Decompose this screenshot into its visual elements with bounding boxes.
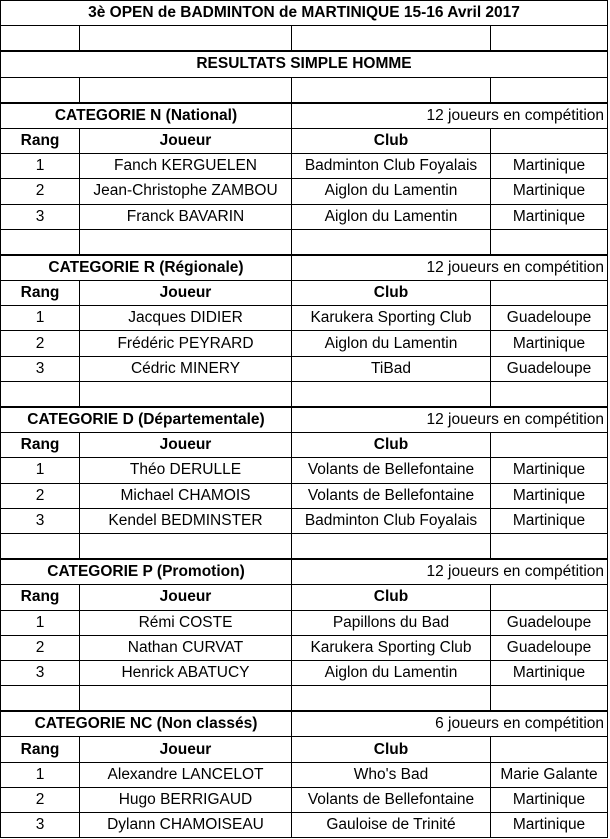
sheet-title: 3è OPEN de BADMINTON de MARTINIQUE 15-16 Avril 2017 [1,1,608,26]
table-row [1,762,608,787]
column-header-row [1,128,608,153]
rank-cell: 1 [1,306,80,331]
club-cell: Aiglon du Lamentin [292,660,491,685]
header-club: Club [292,585,491,610]
club-cell: Gauloise de Trinité [292,813,491,838]
player-cell: Fanch KERGUELEN [80,154,292,179]
table-row [1,356,608,381]
rank-cell: 2 [1,483,80,508]
player-cell: Jacques DIDIER [80,306,292,331]
blank-row [1,533,608,559]
table-row [1,660,608,685]
region-cell: Guadeloupe [491,306,608,331]
player-cell: Théo DERULLE [80,458,292,483]
sheet-subtitle: RESULTATS SIMPLE HOMME [1,51,608,77]
rank-cell: 1 [1,154,80,179]
club-cell: Badminton Club Foyalais [292,154,491,179]
header-rang: Rang [1,585,80,610]
table-row [1,635,608,660]
header-club: Club [292,737,491,762]
region-cell: Guadeloupe [491,356,608,381]
table-row [1,458,608,483]
category-name: CATEGORIE NC (Non classés) [1,711,292,737]
player-cell: Frédéric PEYRARD [80,331,292,356]
club-cell: Volants de Bellefontaine [292,483,491,508]
table-row [1,306,608,331]
subtitle-row [1,51,608,77]
player-cell: Nathan CURVAT [80,635,292,660]
table-row [1,154,608,179]
region-cell: Guadeloupe [491,610,608,635]
category-player-count: 12 joueurs en compétition [292,407,608,433]
blank-row [1,229,608,255]
rank-cell: 3 [1,813,80,838]
club-cell: Volants de Bellefontaine [292,787,491,812]
category-header-row [1,103,608,129]
header-club: Club [292,128,491,153]
player-cell: Kendel BEDMINSTER [80,508,292,533]
region-cell: Martinique [491,483,608,508]
player-cell: Dylann CHAMOISEAU [80,813,292,838]
category-header-row [1,559,608,585]
region-cell: Martinique [491,154,608,179]
club-cell: Karukera Sporting Club [292,635,491,660]
club-cell: Aiglon du Lamentin [292,179,491,204]
blank-row [1,381,608,407]
club-cell: Who's Bad [292,762,491,787]
category-player-count: 6 joueurs en compétition [292,711,608,737]
rank-cell: 2 [1,179,80,204]
category-name: CATEGORIE P (Promotion) [1,559,292,585]
region-cell: Martinique [491,660,608,685]
rank-cell: 3 [1,204,80,229]
rank-cell: 3 [1,356,80,381]
category-name: CATEGORIE R (Régionale) [1,255,292,281]
region-cell: Martinique [491,508,608,533]
category-player-count: 12 joueurs en compétition [292,559,608,585]
player-cell: Franck BAVARIN [80,204,292,229]
club-cell: Badminton Club Foyalais [292,508,491,533]
player-cell: Rémi COSTE [80,610,292,635]
player-cell: Michael CHAMOIS [80,483,292,508]
player-cell: Henrick ABATUCY [80,660,292,685]
table-row [1,204,608,229]
category-header-row [1,255,608,281]
region-cell: Martinique [491,813,608,838]
header-rang: Rang [1,433,80,458]
header-region [491,128,608,153]
table-row [1,787,608,812]
header-rang: Rang [1,281,80,306]
rank-cell: 3 [1,508,80,533]
blank-row [1,686,608,712]
header-rang: Rang [1,737,80,762]
table-row [1,179,608,204]
rank-cell: 2 [1,635,80,660]
category-header-row [1,407,608,433]
region-cell: Martinique [491,331,608,356]
title-row [1,1,608,26]
region-cell: Martinique [491,179,608,204]
header-club: Club [292,433,491,458]
header-joueur: Joueur [80,585,292,610]
category-name: CATEGORIE D (Départementale) [1,407,292,433]
category-header-row [1,711,608,737]
region-cell: Martinique [491,458,608,483]
rank-cell: 1 [1,610,80,635]
region-cell: Guadeloupe [491,635,608,660]
column-header-row [1,585,608,610]
header-joueur: Joueur [80,433,292,458]
header-region [491,585,608,610]
table-row [1,610,608,635]
results-table-body [1,1,608,838]
header-region [491,737,608,762]
player-cell: Cédric MINERY [80,356,292,381]
header-joueur: Joueur [80,737,292,762]
rank-cell: 2 [1,787,80,812]
player-cell: Hugo BERRIGAUD [80,787,292,812]
rank-cell: 2 [1,331,80,356]
category-player-count: 12 joueurs en compétition [292,103,608,129]
table-row [1,508,608,533]
header-region [491,433,608,458]
club-cell: Aiglon du Lamentin [292,331,491,356]
rank-cell: 1 [1,458,80,483]
header-joueur: Joueur [80,128,292,153]
rank-cell: 1 [1,762,80,787]
table-row [1,483,608,508]
club-cell: Karukera Sporting Club [292,306,491,331]
club-cell: Volants de Bellefontaine [292,458,491,483]
club-cell: Papillons du Bad [292,610,491,635]
player-cell: Alexandre LANCELOT [80,762,292,787]
club-cell: Aiglon du Lamentin [292,204,491,229]
rank-cell: 3 [1,660,80,685]
header-region [491,281,608,306]
club-cell: TiBad [292,356,491,381]
column-header-row [1,281,608,306]
player-cell: Jean-Christophe ZAMBOU [80,179,292,204]
column-header-row [1,433,608,458]
region-cell: Martinique [491,204,608,229]
category-player-count: 12 joueurs en compétition [292,255,608,281]
column-header-row [1,737,608,762]
region-cell: Martinique [491,787,608,812]
table-row [1,813,608,838]
category-name: CATEGORIE N (National) [1,103,292,129]
header-club: Club [292,281,491,306]
header-rang: Rang [1,128,80,153]
blank-row [1,26,608,52]
blank-row [1,77,608,103]
region-cell: Marie Galante [491,762,608,787]
header-joueur: Joueur [80,281,292,306]
table-row [1,331,608,356]
